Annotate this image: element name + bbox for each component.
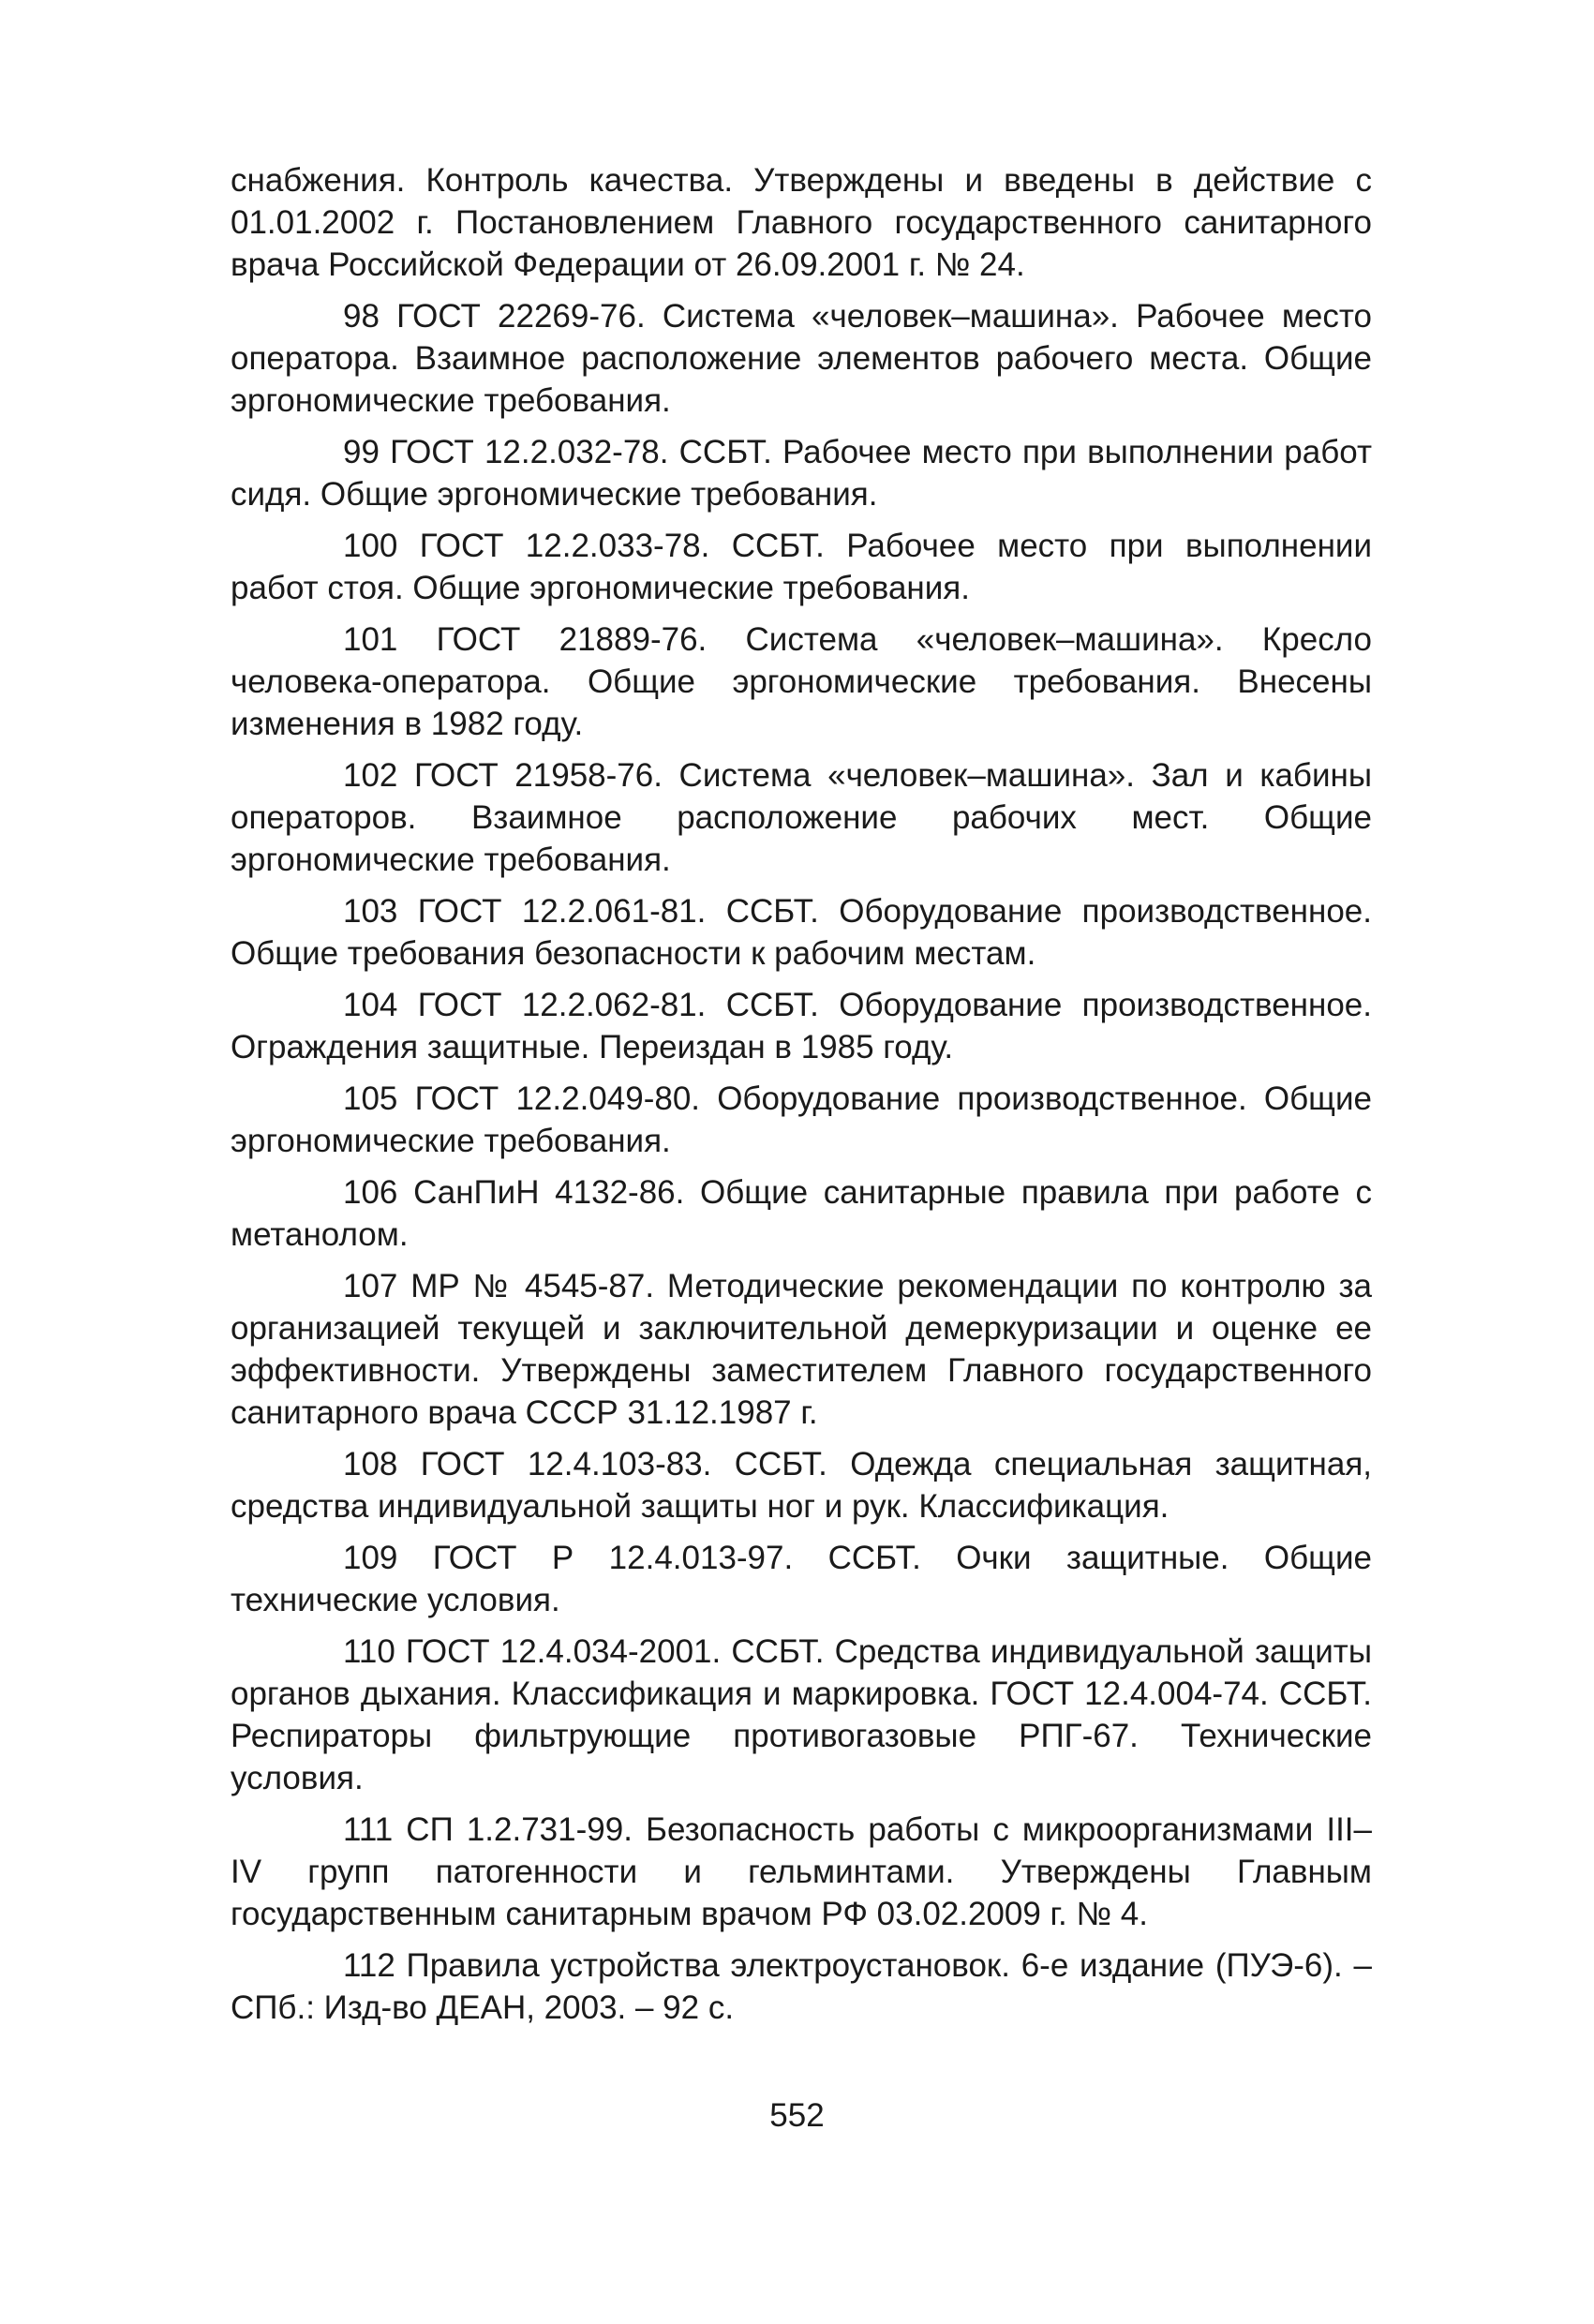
reference-item-102: 102 ГОСТ 21958-76. Система «человек–машина». Зал и кабины операторов. Взаимное расположение рабочих мест. Общие эргономические требования.: [231, 757, 1372, 878]
reference-item-104: 104 ГОСТ 12.2.062-81. ССБТ. Оборудование производственное. Ограждения защитные. Переиздан в 1985 году.: [231, 987, 1372, 1065]
reference-item-105: 105 ГОСТ 12.2.049-80. Оборудование производственное. Общие эргономические требования.: [231, 1080, 1372, 1159]
page-number: 552: [769, 2097, 825, 2134]
reference-item-112: 112 Правила устройства электроустановок. 6-е издание (ПУЭ-6). – СПб.: Изд-во ДЕАН, 2003. – 92 с.: [231, 1947, 1372, 2026]
reference-item-107: 107 МР № 4545-87. Методические рекомендации по контролю за организацией текущей и заключительной демеркуризации и оценке ее эффективности. Утверждены заместителем Главного государственного санитарного врача СССР 31.12.1987 г.: [231, 1268, 1372, 1431]
reference-item-110: 110 ГОСТ 12.4.034-2001. ССБТ. Средства индивидуальной защиты органов дыхания. Классификация и маркировка. ГОСТ 12.4.004-74. ССБТ. Респираторы фильтрующие противогазовые РПГ-67. Технические условия.: [231, 1633, 1372, 1796]
reference-item-106: 106 СанПиН 4132-86. Общие санитарные правила при работе с метанолом.: [231, 1174, 1372, 1253]
reference-item-101: 101 ГОСТ 21889-76. Система «человек–машина». Кресло человека-оператора. Общие эргономические требования. Внесены изменения в 1982 году.: [231, 621, 1372, 742]
reference-item-99: 99 ГОСТ 12.2.032-78. ССБТ. Рабочее место при выполнении работ сидя. Общие эргономические требования.: [231, 434, 1372, 513]
reference-item-109: 109 ГОСТ Р 12.4.013-97. ССБТ. Очки защитные. Общие технические условия.: [231, 1540, 1372, 1618]
reference-item-98: 98 ГОСТ 22269-76. Система «человек–машина». Рабочее место оператора. Взаимное расположение элементов рабочего места. Общие эргономические требования.: [231, 298, 1372, 419]
reference-list: [231, 159, 1372, 2038]
reference-item-100: 100 ГОСТ 12.2.033-78. ССБТ. Рабочее место при выполнении работ стоя. Общие эргономические требования.: [231, 528, 1372, 606]
continuation-paragraph: снабжения. Контроль качества. Утверждены и введены в действие с 01.01.2002 г. Постановлением Главного государственного санитарного врача Российской Федерации от 26.09.2001 г. № 24.: [231, 162, 1372, 283]
reference-item-108: 108 ГОСТ 12.4.103-83. ССБТ. Одежда специальная защитная, средства индивидуальной защиты ног и рук. Классификация.: [231, 1446, 1372, 1525]
reference-item-103: 103 ГОСТ 12.2.061-81. ССБТ. Оборудование производственное. Общие требования безопасности к рабочим местам.: [231, 893, 1372, 972]
reference-item-111: 111 СП 1.2.731-99. Безопасность работы с микроорганизмами III–IV групп патогенности и гельминтами. Утверждены Главным государственным санитарным врачом РФ 03.02.2009 г. № 4.: [231, 1811, 1372, 1932]
